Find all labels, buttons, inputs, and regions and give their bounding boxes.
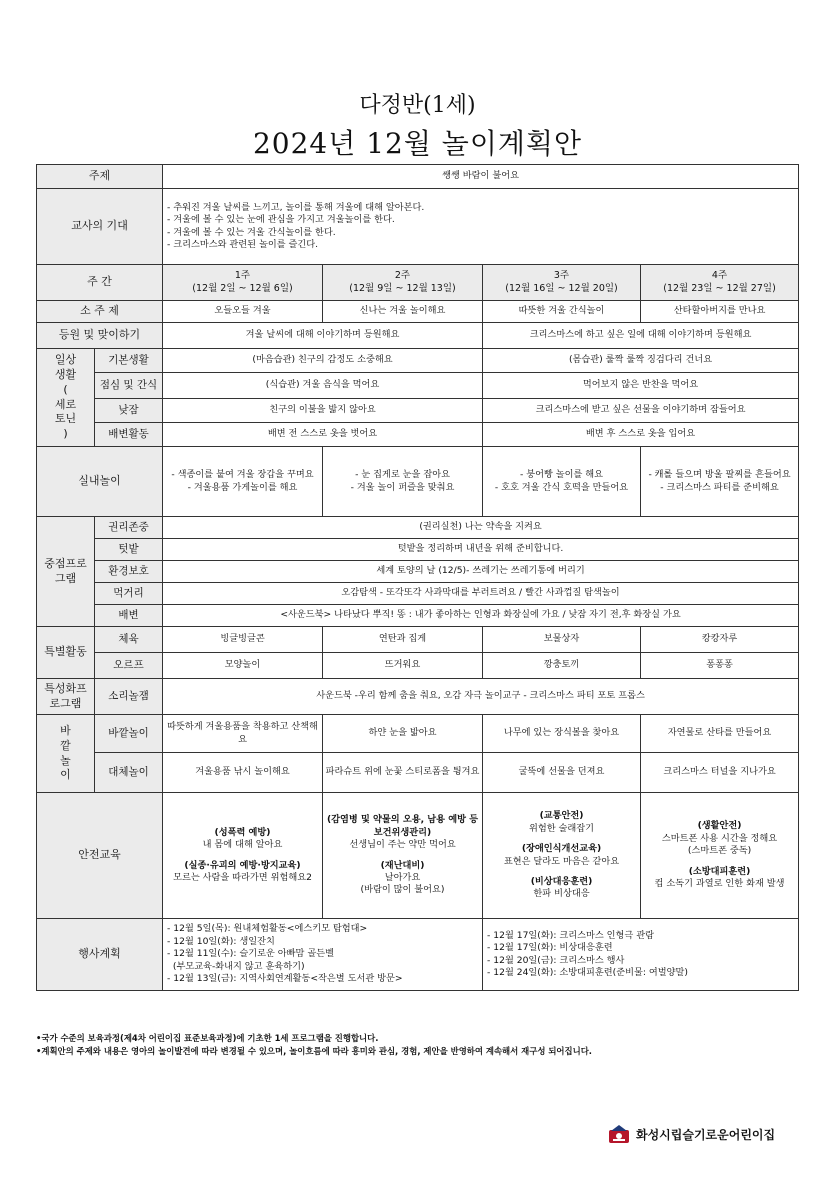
goals-list [163, 189, 799, 265]
safety-topic: (소방대피훈련) [688, 865, 751, 877]
indoor-item: - 호호 겨울 간식 호떡을 만들어요 [494, 481, 629, 493]
specialized-row [37, 679, 799, 715]
indoor-cell [163, 447, 323, 517]
safety-activity: 모르는 사람을 따라가면 위험해요2 [173, 871, 312, 883]
daily-second-half: 배변 후 스스로 옷을 입어요 [483, 423, 799, 447]
greeting-label: 등원 및 맞이하기 [37, 323, 163, 349]
daily-label: 점심 및 간식 [95, 373, 163, 399]
subtheme-label: 소 주 제 [37, 301, 163, 323]
special-label: 체육 [95, 627, 163, 653]
daily-group-char: 일상 [54, 352, 77, 366]
outdoor-row [37, 753, 799, 793]
outdoor-label: 바깥놀이 [95, 715, 163, 753]
greeting-row [37, 323, 799, 349]
special-cell: 퐁퐁퐁 [641, 653, 799, 679]
daily-label: 배변활동 [95, 423, 163, 447]
special-cell: 모양놀이 [163, 653, 323, 679]
safety-activity: 선생님이 주는 약만 먹어요 [349, 839, 456, 851]
indoor-label: 실내놀이 [37, 447, 163, 517]
event-item: - 12월 20일(금): 크리스마스 행사 [487, 954, 625, 966]
event-item: - 12월 17일(화): 크리스마스 인형극 관람 [487, 929, 654, 941]
special-row [37, 627, 799, 653]
safety-activity [485, 835, 638, 843]
outdoor-cell: 따뜻하게 겨울용품을 착용하고 산책해요 [163, 715, 323, 753]
week-range: (12월 23일 ~ 12월 27일) [663, 282, 776, 294]
special-cell: 뜨거워요 [323, 653, 483, 679]
event-item: - 12월 11일(수): 슬기로운 아빠맘 골든벨 [167, 948, 334, 960]
focus-row [37, 583, 799, 605]
week-name: 1주 [234, 269, 251, 281]
daily-group-char: 세로 [54, 397, 77, 411]
daily-label: 낮잠 [95, 399, 163, 423]
special-row [37, 653, 799, 679]
safety-activity: (바람이 많이 불어요) [360, 884, 445, 896]
greeting-first-half: 겨울 날씨에 대해 이야기하며 등원해요 [163, 323, 483, 349]
daily-first-half: (마음습관) 친구의 감정도 소중해요 [163, 349, 483, 373]
week-header-2 [323, 265, 483, 301]
safety-topic: (실종·유괴의 예방·방지교육) [184, 859, 301, 871]
safety-topic: (장애인식개선교육) [521, 843, 602, 855]
theme-value: 쌩쌩 바람이 불어요 [163, 165, 799, 189]
specialized-group-label: 특성화프로그램 [37, 679, 95, 715]
outdoor-cell: 굴뚝에 선물을 던져요 [483, 753, 641, 793]
week-range: (12월 16일 ~ 12월 20일) [505, 282, 618, 294]
daycare-logo [608, 1124, 775, 1144]
focus-label: 배변 [95, 605, 163, 627]
safety-activity: 내 몸에 대해 알아요 [202, 839, 283, 851]
theme-row [37, 165, 799, 189]
outdoor-group-char: 놀 [60, 753, 71, 767]
event-item: - 12월 24일(화): 소방대피훈련(준비물: 여벌양말) [487, 966, 688, 978]
theme-label: 주제 [37, 165, 163, 189]
special-cell: 연탄과 집게 [323, 627, 483, 653]
outdoor-group-label [37, 715, 95, 793]
focus-value: <사운드북> 나타났다 뿌직! 똥 : 내가 좋아하는 인형과 화장실에 가요 / 낮잠 자기 전,후 화장실 가요 [163, 605, 799, 627]
safety-cell [323, 793, 483, 919]
focus-label: 권리존중 [95, 517, 163, 539]
daily-first-half: (식습관) 겨울 음식을 먹어요 [163, 373, 483, 399]
event-item: - 12월 13일(금): 지역사회연계활동<작은별 도서관 방문> [167, 973, 403, 985]
daily-row [37, 399, 799, 423]
daily-row [37, 349, 799, 373]
events-left [163, 919, 483, 991]
daily-group-char: ) [63, 427, 68, 441]
greeting-second-half: 크리스마스에 하고 싶은 일에 대해 이야기하며 등원해요 [483, 323, 799, 349]
safety-topic: (생활안전) [697, 820, 742, 832]
indoor-item: - 캐롤 들으며 방울 팔찌를 흔들어요 [648, 469, 791, 481]
goal-item: - 크리스마스와 관련된 놀이를 즐긴다. [167, 238, 319, 250]
specialized-value: 사운드북 -우리 함께 춤을 춰요, 오감 자극 놀이교구 - 크리스마스 파티 포토 프롭스 [163, 679, 799, 715]
goals-row [37, 189, 799, 265]
outdoor-cell: 겨울용품 낚시 놀이해요 [163, 753, 323, 793]
events-right [483, 919, 799, 991]
safety-topic: (비상대응훈련) [530, 875, 593, 887]
safety-activity: 스마트폰 사용 시간을 정해요 [661, 832, 778, 844]
focus-value: (권리실천) 나는 약속을 지켜요 [163, 517, 799, 539]
class-name: 다정반(1세) [359, 93, 476, 118]
subtheme-cell: 신나는 겨울 놀이해요 [323, 301, 483, 323]
event-item: - 12월 17일(화): 비상대응훈련 [487, 942, 613, 954]
special-cell: 빙글빙글콘 [163, 627, 323, 653]
events-label: 행사계획 [37, 919, 163, 991]
indoor-item: - 색종이를 붙여 겨울 장갑을 꾸며요 [171, 469, 314, 481]
week-header-1 [163, 265, 323, 301]
daily-first-half: 배변 전 스스로 옷을 벗어요 [163, 423, 483, 447]
safety-activity: 컵 소독기 과열로 인한 화재 발생 [654, 878, 785, 890]
play-plan-table [36, 164, 799, 991]
safety-activity: 위험한 술래잡기 [528, 822, 595, 834]
safety-cell [163, 793, 323, 919]
special-label: 오르프 [95, 653, 163, 679]
goals-label: 교사의 기대 [37, 189, 163, 265]
safety-cell [641, 793, 799, 919]
outdoor-cell: 자연물로 산타를 만들어요 [641, 715, 799, 753]
focus-label: 환경보호 [95, 561, 163, 583]
goal-item: - 추워진 겨울 날씨를 느끼고, 놀이를 통해 겨울에 대해 알아본다. [167, 201, 425, 213]
week-header-3 [483, 265, 641, 301]
week-range: (12월 9일 ~ 12월 13일) [349, 282, 456, 294]
week-range: (12월 2일 ~ 12월 6일) [192, 282, 293, 294]
weeks-label: 주 간 [37, 265, 163, 301]
special-cell: 보물상자 [483, 627, 641, 653]
subtheme-cell: 오들오들 겨울 [163, 301, 323, 323]
daily-group-char: 토닌 [54, 412, 77, 426]
goal-item: - 겨울에 볼 수 있는 눈에 관심을 가지고 겨울놀이를 한다. [167, 214, 395, 226]
specialized-label: 소리놀잼 [95, 679, 163, 715]
week-name: 3주 [553, 269, 570, 281]
outdoor-cell: 파라슈트 위에 눈꽃 스티로폼을 튕겨요 [323, 753, 483, 793]
daycare-name: 화성시립슬기로운어린이집 [636, 1127, 776, 1142]
indoor-item: - 겨울용품 가게놀이를 해요 [187, 481, 298, 493]
indoor-item: - 붕어빵 놀이를 해요 [519, 469, 604, 481]
daily-row [37, 373, 799, 399]
indoor-cell [483, 447, 641, 517]
special-group-label: 특별활동 [37, 627, 95, 679]
outdoor-row [37, 715, 799, 753]
footnote: •계획안의 주제와 내용은 영아의 놀이발견에 따라 변경될 수 있으며, 놀이흐름에 따라 흥미와 관심, 경험, 제안을 반영하여 계속해서 재구성 되어집니다. [36, 1046, 592, 1056]
safety-topic: (교통안전) [539, 810, 584, 822]
safety-activity: (스마트폰 중독) [687, 845, 752, 857]
safety-topic: (감염병 및 약물의 오용, 남용 예방 등 보건위생관리) [326, 814, 479, 838]
subtheme-cell: 산타할아버지를 만나요 [641, 301, 799, 323]
week-name: 2주 [394, 269, 411, 281]
safety-topic: (성폭력 예방) [214, 826, 271, 838]
focus-row [37, 605, 799, 627]
subtheme-row [37, 301, 799, 323]
daily-second-half: 먹어보지 않은 반찬을 먹어요 [483, 373, 799, 399]
subtheme-cell: 따뜻한 겨울 간식놀이 [483, 301, 641, 323]
weeks-row [37, 265, 799, 301]
special-cell: 깡충토끼 [483, 653, 641, 679]
goal-item: - 겨울에 볼 수 있는 겨울 간식놀이를 한다. [167, 226, 336, 238]
focus-label: 먹거리 [95, 583, 163, 605]
daily-first-half: 친구의 이불을 밟지 않아요 [163, 399, 483, 423]
indoor-row [37, 447, 799, 517]
focus-row [37, 539, 799, 561]
safety-row [37, 793, 799, 919]
indoor-cell [323, 447, 483, 517]
outdoor-cell: 나무에 있는 장식볼을 찾아요 [483, 715, 641, 753]
event-item: - 12월 5일(목): 원내체험활동<에스키모 탐험대> [167, 923, 368, 935]
daily-group-char: 생활 [54, 367, 77, 381]
special-cell: 캉캉자루 [641, 627, 799, 653]
event-item: (부모교육-화내지 않고 훈육하기) [167, 960, 305, 972]
focus-value: 오감탐색 - 또각또각 사과막대를 부러트려요 / 빨간 사과껍질 탐색놀이 [163, 583, 799, 605]
outdoor-label: 대체놀이 [95, 753, 163, 793]
daily-row [37, 423, 799, 447]
focus-label: 텃밭 [95, 539, 163, 561]
focus-group-label: 중점프로그램 [37, 517, 95, 627]
outdoor-group-char: 깥 [60, 738, 71, 752]
daily-group-label [37, 349, 95, 447]
indoor-item: - 크리스마스 파티를 준비해요 [660, 481, 779, 493]
indoor-cell [641, 447, 799, 517]
footnote: •국가 수준의 보육과정(제4차 어린이집 표준보육과정)에 기초한 1세 프로그램을 진행합니다. [36, 1033, 379, 1043]
safety-activity: 한파 비상대응 [533, 888, 590, 900]
outdoor-group-char: 바 [60, 723, 71, 737]
daily-label: 기본생활 [95, 349, 163, 373]
daily-second-half: 크리스마스에 받고 싶은 선물을 이야기하며 잠들어요 [483, 399, 799, 423]
safety-activity [325, 852, 480, 860]
daycare-emblem-icon [608, 1124, 630, 1144]
safety-activity: 표현은 달라도 마음은 같아요 [503, 855, 620, 867]
safety-topic: (재난대비) [380, 859, 425, 871]
outdoor-cell: 크리스마스 터널을 지나가요 [641, 753, 799, 793]
safety-cell [483, 793, 641, 919]
week-header-4 [641, 265, 799, 301]
focus-row [37, 561, 799, 583]
safety-activity [643, 858, 796, 866]
safety-activity [165, 852, 320, 860]
focus-row [37, 517, 799, 539]
daily-second-half: (몸습관) 룰짝 룰짝 징검다리 건너요 [483, 349, 799, 373]
focus-value: 텃밭을 정리하며 내년을 위해 준비합니다. [163, 539, 799, 561]
week-name: 4주 [711, 269, 728, 281]
events-row [37, 919, 799, 991]
event-item: - 12월 10일(화): 생일잔치 [167, 935, 275, 947]
safety-activity: 날아가요 [384, 871, 421, 883]
safety-activity [485, 868, 638, 876]
safety-label: 안전교육 [37, 793, 163, 919]
outdoor-group-char: 이 [60, 768, 71, 782]
daily-group-char: ( [63, 382, 68, 396]
outdoor-cell: 하얀 눈을 밟아요 [323, 715, 483, 753]
indoor-item: - 눈 집게로 눈을 잡아요 [355, 469, 450, 481]
indoor-item: - 겨울 놀이 퍼즐을 맞춰요 [350, 481, 455, 493]
plan-title: 2024년 12월 놀이계획안 [252, 127, 583, 160]
focus-value: 세계 토양의 날 (12/5)- 쓰레기는 쓰레기통에 버리기 [163, 561, 799, 583]
